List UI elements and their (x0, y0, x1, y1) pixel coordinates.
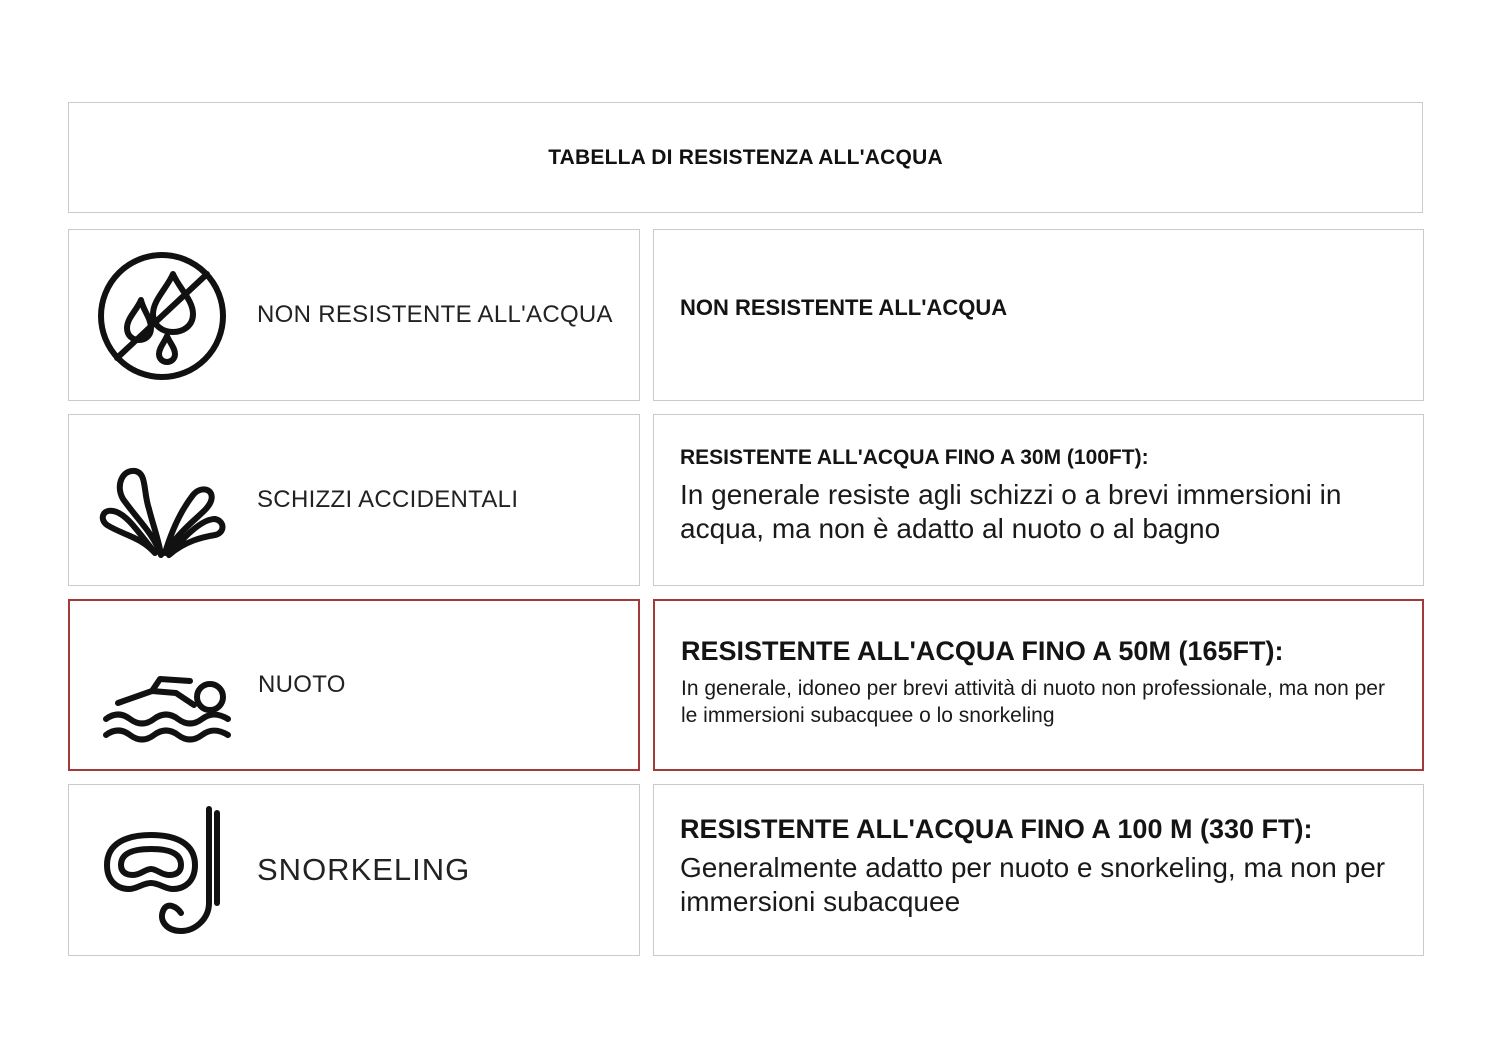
splash-icon (97, 433, 233, 569)
description-cell-nuoto (653, 599, 1424, 771)
category-cell-schizzi (68, 414, 640, 586)
category-label: SNORKELING (257, 852, 471, 887)
description-cell-non-resistente (653, 229, 1424, 401)
description-heading: RESISTENTE ALL'ACQUA FINO A 30M (100FT): (680, 446, 1149, 469)
table-title-cell (68, 102, 1423, 213)
description-heading: NON RESISTENTE ALL'ACQUA (680, 295, 1008, 320)
description-cell-snorkeling (653, 784, 1424, 956)
category-cell-snorkeling (68, 784, 640, 956)
no-water-icon (97, 248, 233, 384)
swimmer-icon (98, 619, 234, 755)
description-heading: RESISTENTE ALL'ACQUA FINO A 100 M (330 FT): (680, 813, 1313, 844)
page-title: TABELLA DI RESISTENZA ALL'ACQUA (548, 145, 943, 169)
description-cell-schizzi (653, 414, 1424, 586)
description-text: Generalmente adatto per nuoto e snorkeling, ma non per immersioni subacquee (680, 851, 1386, 917)
category-cell-non-resistente (68, 229, 640, 401)
description-text: In generale, idoneo per brevi attività di nuoto non professionale, ma non per le immersioni subacquee o lo snorkeling (681, 676, 1385, 727)
category-label: NUOTO (258, 671, 346, 698)
category-label: NON RESISTENTE ALL'ACQUA (257, 301, 613, 328)
category-cell-nuoto (68, 599, 640, 771)
description-heading: RESISTENTE ALL'ACQUA FINO A 50M (165FT): (681, 635, 1284, 666)
category-label: SCHIZZI ACCIDENTALI (257, 486, 519, 513)
snorkel-mask-icon (97, 803, 233, 939)
description-text: In generale resiste agli schizzi o a brevi immersioni in acqua, ma non è adatto al nuoto o al bagno (680, 479, 1342, 544)
